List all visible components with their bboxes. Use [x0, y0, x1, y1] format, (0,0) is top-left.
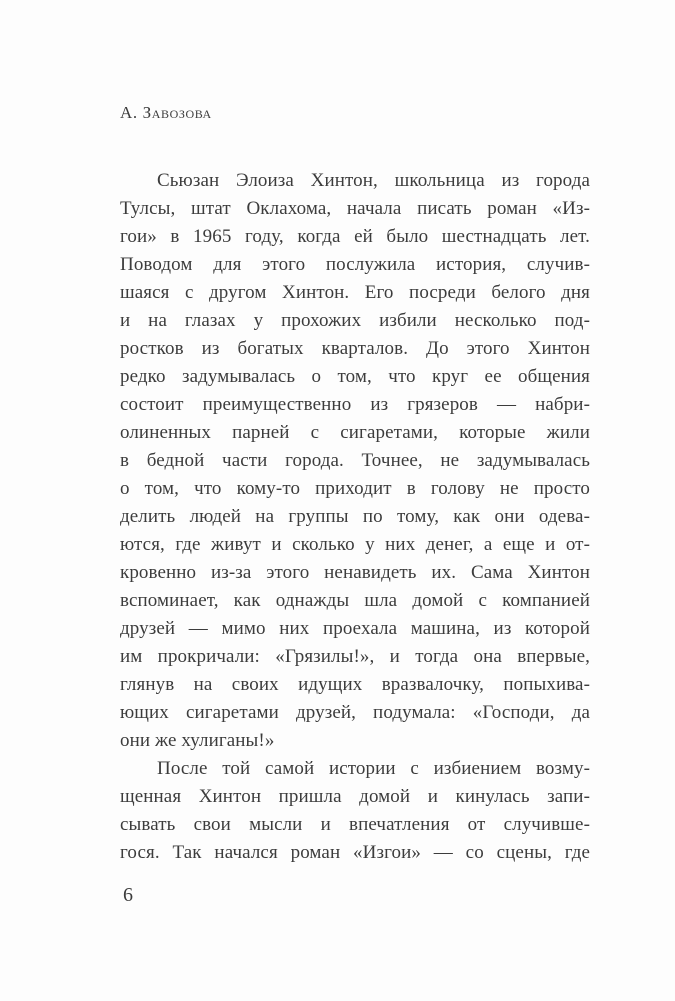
text-line: кровенно из-за этого ненавидеть их. Сама Хинтон	[120, 562, 590, 583]
text-line: ются, где живут и сколько у них денег, а еще и от-	[120, 534, 590, 555]
text-line: они же хулиганы!»	[120, 730, 275, 751]
text-line: состоит преимущественно из грязеров — набри-	[120, 394, 590, 415]
text-line: делить людей на группы по тому, как они одева-	[120, 506, 590, 527]
text-body	[120, 167, 590, 867]
paragraph	[120, 167, 590, 755]
page-number: 6	[123, 884, 133, 906]
text-line: Сьюзан Элоиза Хинтон, школьница из города	[157, 170, 590, 191]
text-line: шаяся с другом Хинтон. Его посреди белого дня	[120, 282, 590, 303]
text-line: друзей — мимо них проехала машина, из которой	[120, 618, 590, 639]
text-line: щенная Хинтон пришла домой и кинулась запи-	[120, 786, 590, 807]
text-line: ростков из богатых кварталов. До этого Хинтон	[120, 338, 590, 359]
text-line: Поводом для этого послужила история, случив-	[120, 254, 590, 275]
text-line: ющих сигаретами друзей, подумала: «Господи, да	[120, 702, 590, 723]
text-line: Тулсы, штат Оклахома, начала писать роман «Из-	[120, 198, 590, 219]
text-line: После той самой истории с избиением возму-	[157, 758, 590, 779]
text-line: гося. Так начался роман «Изгои» — со сцены, где	[120, 842, 590, 863]
text-line: в бедной части города. Точнее, не задумывалась	[120, 450, 590, 471]
text-line: гои» в 1965 году, когда ей было шестнадцать лет.	[120, 226, 590, 247]
text-line: сывать свои мысли и впечатления от случивше-	[120, 814, 590, 835]
text-line: о том, что кому-то приходит в голову не просто	[120, 478, 590, 499]
paragraph	[120, 755, 590, 867]
text-line: глянув на своих идущих вразвалочку, попыхива-	[120, 674, 590, 695]
running-header-author: А. Завозова	[120, 103, 212, 122]
text-line: вспоминает, как однажды шла домой с компанией	[120, 590, 590, 611]
text-line: редко задумывалась о том, что круг ее общения	[120, 366, 590, 387]
text-line: им прокричали: «Грязилы!», и тогда она впервые,	[120, 646, 590, 667]
text-line: олиненных парней с сигаретами, которые жили	[120, 422, 590, 443]
text-line: и на глазах у прохожих избили несколько под-	[120, 310, 590, 331]
